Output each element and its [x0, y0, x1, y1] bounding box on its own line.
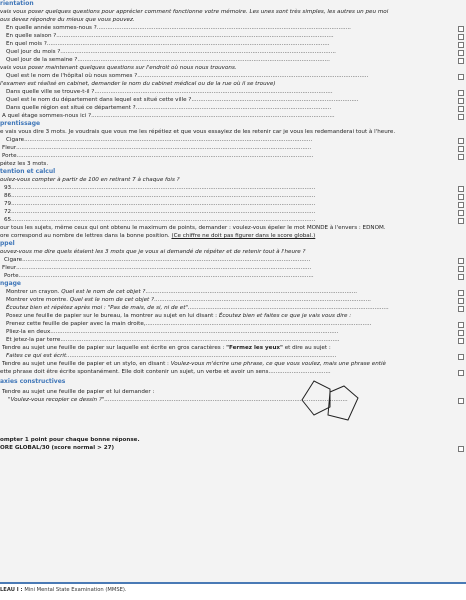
- question: Quel jour de la semaine ?..............................................................................................................................................: [6, 57, 330, 63]
- instruction: pétez les 3 mots.: [0, 161, 49, 167]
- language-item: Et jetez-la par terre.............................................................................................................................................................: [6, 337, 340, 343]
- question: En quelle saison ?............................................................................................................................................................: [6, 33, 334, 39]
- word-item: Porte......................................................................................................................................................................: [4, 273, 314, 279]
- language-item: Faites ce qui est écrit........................................................................................................................................................: [6, 353, 337, 359]
- section-orientation: rientation: [0, 0, 34, 7]
- language-item: Montrer votre montre. Quel est le nom de cet objet ?..........................................................................................................................: [6, 297, 371, 303]
- score-box[interactable]: [458, 446, 464, 452]
- word-item: Fleur......................................................................................................................................................................: [2, 265, 312, 271]
- section-rappel: ppel: [0, 240, 15, 247]
- language-item: Tendre au sujet une feuille de papier sur laquelle est écrite en gros caractères : "Fermez les yeux" et dire au sujet :: [2, 345, 331, 351]
- section-apprentissage: prentissage: [0, 120, 41, 127]
- instruction: e vais vous dire 3 mots. Je voudrais que vous me les répétiez et que vous essayiez de les retenir car je vous les redemanderai tout à l'heure.: [0, 129, 396, 135]
- word-item: Fleur......................................................................................................................................................................: [2, 145, 312, 151]
- global-score: ORE GLOBAL/30 (score normal > 27): [0, 445, 115, 451]
- number-item: 72...........................................................................................................................................................................: [4, 209, 316, 215]
- intro-line: ous devez répondre du mieux que vous pouvez.: [0, 17, 135, 23]
- section-praxies: axies constructives: [0, 378, 66, 385]
- checkbox[interactable]: [458, 398, 464, 404]
- instruction: our tous les sujets, même ceux qui ont obtenu le maximum de points, demander : voulez-vous épeler le mot MONDE à l'envers : EDNOM.: [0, 225, 386, 231]
- section-langage: ngage: [0, 280, 21, 287]
- intro-line: vais vous poser quelques questions pour apprécier comment fonctionne votre mémoire. Les unes sont très simples, les autres un peu moi: [0, 9, 389, 15]
- instruction: ouvez-vous me dire quels étaient les 3 mots que je vous ai demandé de répéter et de retenir tout à l'heure ?: [0, 249, 306, 255]
- praxis-item: "Voulez-vous recopier ce dessin ?".........................................................................................................................................: [8, 397, 348, 403]
- figure-caption: LEAU I : Mini Mental State Examination (MMSE).: [0, 587, 127, 593]
- number-item: 65...........................................................................................................................................................................: [4, 217, 316, 223]
- question: Dans quelle ville se trouve-t-il ?......................................................................................................................................: [6, 89, 333, 95]
- word-item: Cigare..................................................................................................................................................................: [4, 257, 311, 263]
- number-item: 79...........................................................................................................................................................................: [4, 201, 316, 207]
- language-item: Montrer un crayon. Quel est le nom de cet objet ?.......................................................................................................................: [6, 289, 357, 295]
- question: Quel est le nom de l'hôpital où nous sommes ?..................................................................................................................................: [6, 73, 369, 79]
- instruction: oulez-vous compter à partir de 100 en retirant 7 à chaque fois ?: [0, 177, 180, 183]
- language-item: Tendre au sujet une feuille de papier et un stylo, en disant : Voulez-vous m'écrire une phrase, ce que vous voulez, mais une phrase entiè: [2, 361, 386, 367]
- question: A quel étage sommes-nous ici ?.........................................................................................................................................: [2, 113, 335, 119]
- question: En quel mois ?...............................................................................................................................................................: [6, 41, 330, 47]
- intro-line: vais vous poser maintenant quelques questions sur l'endroit où nous nous trouvons.: [0, 65, 237, 71]
- praxis-item: Tendre au sujet une feuille de papier et lui demander :: [2, 389, 155, 395]
- score-instruction: ompter 1 point pour chaque bonne réponse.: [0, 437, 140, 443]
- question: Quel jour du mois ?...........................................................................................................................................................: [6, 49, 336, 55]
- intro-line: l'examen est réalisé en cabinet, demander le nom du cabinet médical ou de la rue où il se trouve): [0, 81, 276, 87]
- word-item: Cigare..................................................................................................................................................................: [6, 137, 313, 143]
- language-item: Prenez cette feuille de papier avec la main droite,...............................................................................................................................: [6, 321, 372, 327]
- number-item: 93...........................................................................................................................................................................: [4, 185, 316, 191]
- score-note: (Ce chiffre ne doit pas figurer dans le score global.): [171, 233, 316, 239]
- question: Quel est le nom du département dans lequel est situé cette ville ?..............................................................................................: [6, 97, 359, 103]
- language-item: Écoutez bien et répétez après moi : "Pas de mais, de si, ni de et".................................................................................................................: [6, 305, 389, 311]
- question: En quelle année sommes-nous ?...............................................................................................................................................: [6, 25, 351, 31]
- question: Dans quelle région est situé ce département ?..............................................................................................................: [6, 105, 332, 111]
- instruction: ore correspond au nombre de lettres dans la bonne position. (Ce chiffre ne doit pas figurer dans le score global.): [0, 233, 316, 239]
- language-item: ette phrase doit être écrite spontanément. Elle doit contenir un sujet, un verbe et avoir un sens...................................: [0, 369, 331, 375]
- pentagons-drawing: [300, 378, 362, 428]
- language-item: Pliez-la en deux..................................................................................................................................................................: [6, 329, 339, 335]
- number-item: 86...........................................................................................................................................................................: [4, 193, 316, 199]
- language-item: Posez une feuille de papier sur le bureau, la montrer au sujet en lui disant : Écoutez bien et faites ce que je vais vous dire :: [6, 313, 352, 319]
- section-attention: tention et calcul: [0, 168, 56, 175]
- checkbox[interactable]: [458, 370, 464, 376]
- word-item: Porte.......................................................................................................................................................................: [2, 153, 314, 159]
